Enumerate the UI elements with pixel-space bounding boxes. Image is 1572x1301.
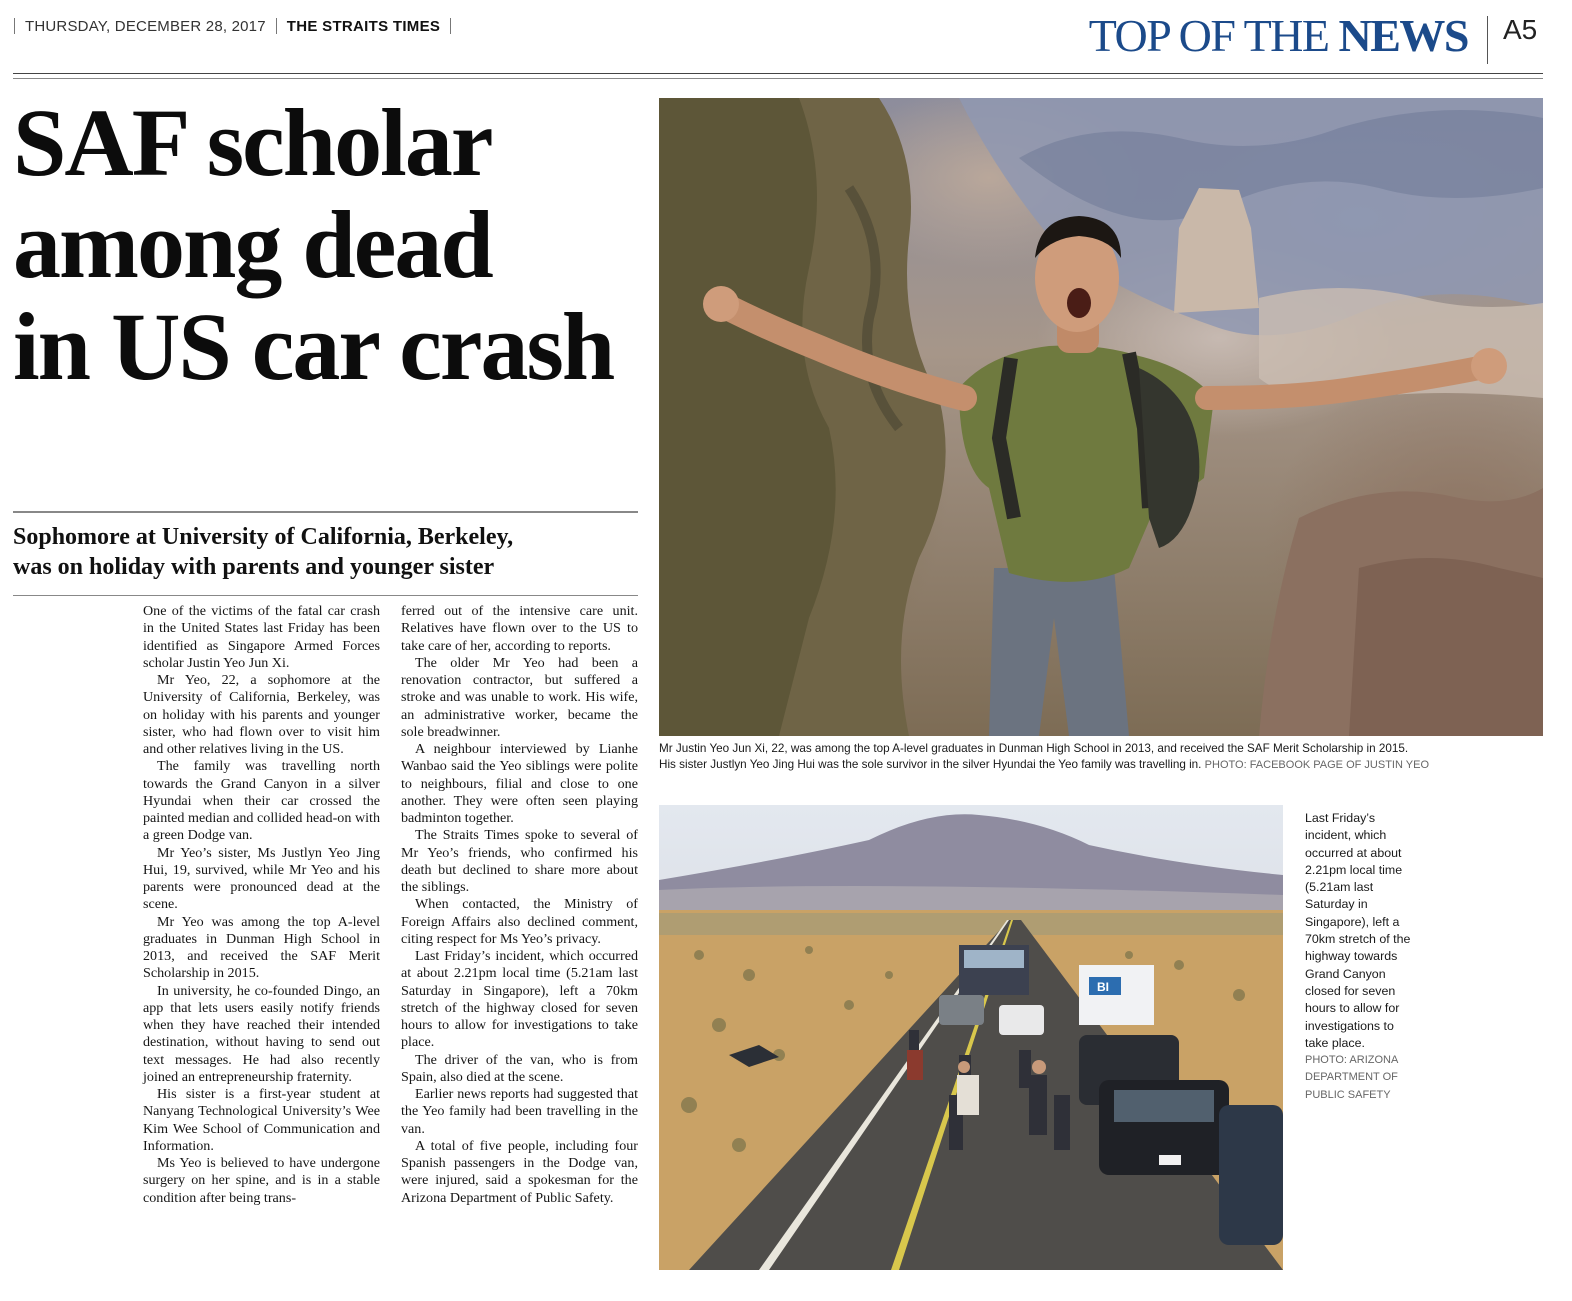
paragraph: The family was travelling north towards the Grand Canyon in a silver Hyundai when their car crossed the painted median and collided head-on with a green Dodge van. xyxy=(143,758,380,844)
divider xyxy=(450,18,451,34)
paragraph: Mr Yeo, 22, a sophomore at the University of California, Berkeley, was on holiday with his parents and younger sister, who had flown over to visit him and other relatives living in the US. xyxy=(143,672,380,757)
standfirst-line: Sophomore at University of California, Berkeley, xyxy=(13,524,514,550)
paragraph: Earlier news reports had suggested that the Yeo family had been travelling in the van. xyxy=(401,1086,638,1137)
headline-line: among dead xyxy=(13,191,492,298)
photo-grand-canyon-portrait xyxy=(659,98,1543,736)
bus-logo: BI xyxy=(1097,980,1109,994)
paragraph: In university, he co-founded Dingo, an app that lets users easily notify friends when they have reached their intended destination, without having to send out text messages. He had also recently joined an entrepreneurship fraternity. xyxy=(143,982,380,1085)
masthead-rule-secondary xyxy=(13,78,1543,79)
paragraph: His sister is a first-year student at Nanyang Technological University’s Wee Kim Wee School of Communication and Information. xyxy=(143,1086,380,1154)
paragraph: Last Friday’s incident, which occurred at about 2.21pm local time (5.21am last Saturday in Singapore), left a 70km stretch of the highway closed for seven hours to allow for investigations to take place. xyxy=(401,948,638,1051)
paragraph: ferred out of the intensive care unit. Relatives have flown over to the US to take care of her, according to reports. xyxy=(401,603,638,654)
caption-text: Last Friday’s incident, which occurred at about 2.21pm local time (5.21am last Saturday in Singapore), left a 70km stretch of the highway towards Grand Canyon closed for seven hours to allow for investigations to take place. xyxy=(1305,811,1411,1050)
standfirst xyxy=(13,522,638,582)
paragraph: The driver of the van, who is from Spain, also died at the scene. xyxy=(401,1051,638,1085)
photo-credit: PHOTO: FACEBOOK PAGE OF JUSTIN YEO xyxy=(1204,759,1429,771)
standfirst-line: was on holiday with parents and younger sister xyxy=(13,554,495,580)
article-column-1 xyxy=(143,603,380,1207)
deck-rule-top xyxy=(13,511,638,513)
paragraph: When contacted, the Ministry of Foreign Affairs also declined comment, citing respect for Ms Yeo’s privacy. xyxy=(401,896,638,947)
paragraph: Ms Yeo is believed to have undergone surgery on her spine, and is in a stable condition after being trans- xyxy=(143,1155,380,1206)
article-column-2 xyxy=(401,603,638,1207)
section-title-bold: NEWS xyxy=(1338,10,1468,61)
section-title-light: TOP OF THE xyxy=(1088,10,1339,61)
paragraph: The older Mr Yeo had been a renovation contractor, but suffered a stroke and was unable to work. His wife, an administrative worker, became the sole breadwinner. xyxy=(401,654,638,740)
paragraph: A neighbour interviewed by Lianhe Wanbao said the Yeo siblings were polite to neighbours, filial and close to one another. They were often seen playing badminton together. xyxy=(401,741,638,826)
photo-caption-top xyxy=(659,741,1543,773)
newspaper-name: THE STRAITS TIMES xyxy=(286,17,441,35)
paragraph: A total of five people, including four Spanish passengers in the Dodge van, were injured, said a spokesman for the Arizona Department of Public Safety. xyxy=(401,1137,638,1206)
paragraph: Mr Yeo’s sister, Ms Justlyn Yeo Jing Hui, 19, survived, while Mr Yeo and his parents were pronounced dead at the scene. xyxy=(143,844,380,913)
photo-illustration xyxy=(659,805,1283,1270)
divider xyxy=(14,18,15,34)
photo-credit: PHOTO: ARIZONA DEPARTMENT OF PUBLIC SAFETY xyxy=(1305,1054,1398,1101)
section-title xyxy=(1089,10,1468,62)
paragraph: One of the victims of the fatal car crash in the United States last Friday has been identified as Singapore Armed Forces scholar Justin Yeo Jun Xi. xyxy=(143,603,380,671)
masthead-rule xyxy=(13,73,1543,74)
caption-text: Mr Justin Yeo Jun Xi, 22, was among the top A-level graduates in Dunman High School in 2013, and received the SAF Merit Scholarship in 2015. xyxy=(659,742,1409,755)
photo-illustration xyxy=(659,98,1543,736)
issue-date: THURSDAY, DECEMBER 28, 2017 xyxy=(25,17,266,35)
photo-caption-bottom xyxy=(1305,810,1417,1104)
deck-rule-bottom xyxy=(13,595,638,596)
headline xyxy=(13,89,653,400)
headline-line: in US car crash xyxy=(13,293,614,400)
caption-text: His sister Justlyn Yeo Jing Hui was the sole survivor in the silver Hyundai the Yeo family was travelling in. xyxy=(659,758,1205,771)
divider xyxy=(276,18,277,34)
headline-line: SAF scholar xyxy=(13,89,492,196)
photo-highway-closure xyxy=(659,805,1283,1270)
paragraph: Mr Yeo was among the top A-level graduates in Dunman High School in 2013, and received the SAF Merit Scholarship in 2015. xyxy=(143,913,380,982)
page-number: A5 xyxy=(1503,14,1538,45)
page-number-divider xyxy=(1487,16,1488,64)
paragraph: The Straits Times spoke to several of Mr Yeo’s friends, who confirmed his death but declined to share more about the siblings. xyxy=(401,827,638,895)
masthead-dateline xyxy=(14,14,451,38)
